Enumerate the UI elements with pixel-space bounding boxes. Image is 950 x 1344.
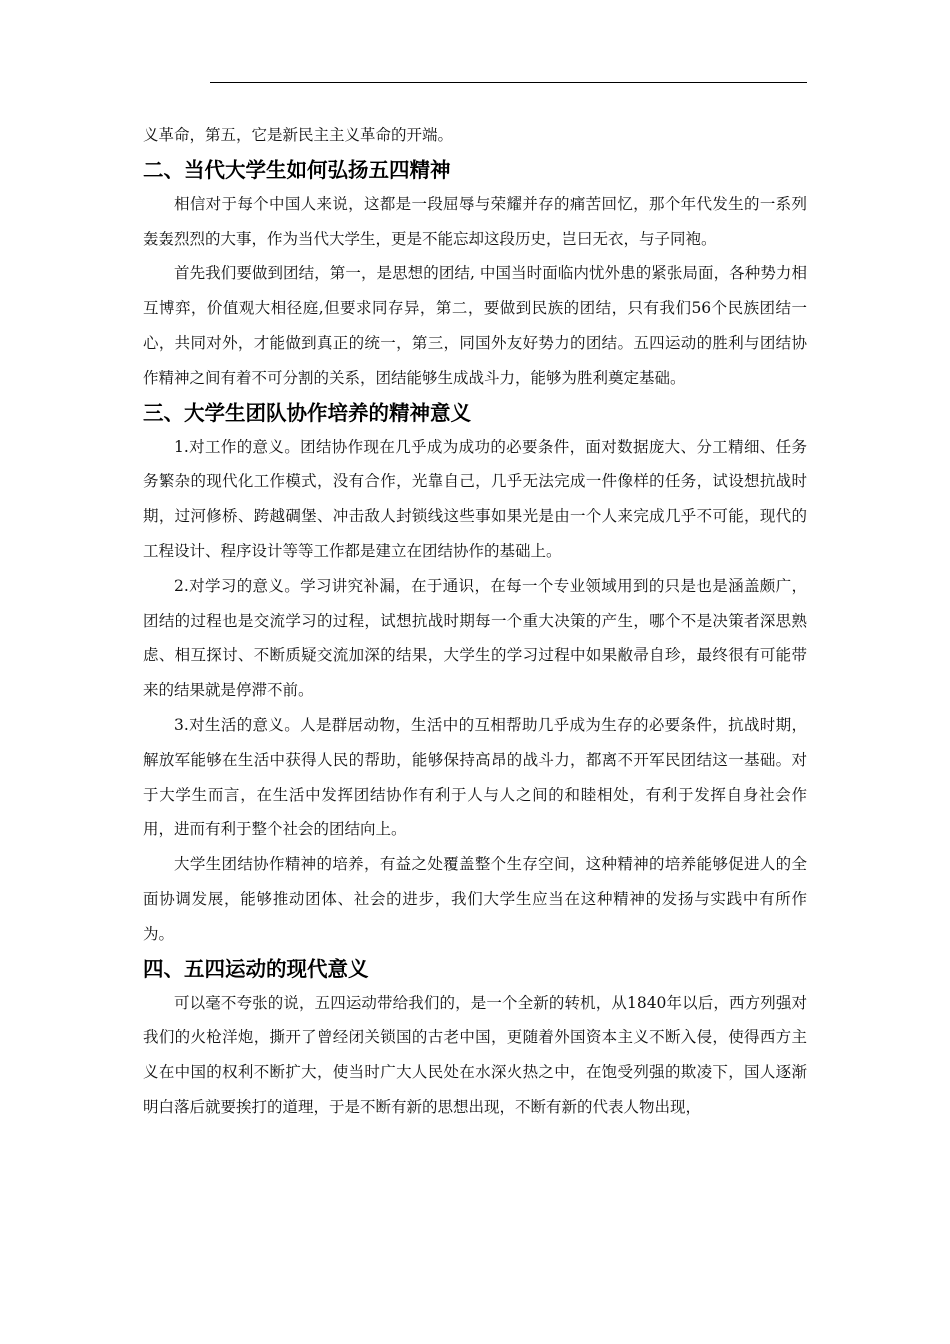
- paragraph: 1.对工作的意义。团结协作现在几乎成为成功的必要条件，面对数据庞大、分工精细、任务务繁杂的现代化工作模式，没有合作，光靠自己，几乎无法完成一件像样的任务，试设想抗战时期，过河修桥、跨越碉堡、冲击敌人封锁线这些事如果光是由一个人来完成几乎不可能，现代的工程设计、程序设计等等工作都是建立在团结协作的基础上。: [143, 437, 807, 560]
- paragraph: 可以毫不夸张的说，五四运动带给我们的，是一个全新的转机，从1840年以后，西方列强对我们的火枪洋炮，撕开了曾经闭关锁国的古老中国，更随着外国资本主义不断入侵，使得西方主义在中国的权利不断扩大，使当时广大人民处在水深火热之中，在饱受列强的欺凌下，国人逐渐明白落后就要挨打的道理，于是不断有新的思想出现，不断有新的代表人物出现，: [143, 993, 807, 1116]
- section-heading-2: 二、当代大学生如何弘扬五四精神: [143, 157, 451, 182]
- paragraph: 首先我们要做到团结，第一，是思想的团结, 中国当时面临内忧外患的紧张局面，各种势力相互博弈，价值观大相径庭,但要求同存异，第二，要做到民族的团结，只有我们56个民族团结一心，共同对外，才能做到真正的统一，第三，同国外友好势力的团结。五四运动的胜利与团结协作精神之间有着不可分割的关系，团结能够生成战斗力，能够为胜利奠定基础。: [143, 264, 807, 387]
- section-heading-3: 三、大学生团队协作培养的精神意义: [143, 400, 471, 425]
- paragraph: 3.对生活的意义。人是群居动物，生活中的互相帮助几乎成为生存的必要条件，抗战时期，解放军能够在生活中获得人民的帮助，能够保持高昂的战斗力，都离不开军民团结这一基础。对于大学生而言，在生活中发挥团结协作有利于人与人之间的和睦相处，有利于发挥自身社会作用，进而有利于整个社会的团结向上。: [143, 715, 807, 839]
- paragraph: 2.对学习的意义。学习讲究补漏，在于通识，在每一个专业领域用到的只是也是涵盖颇广，团结的过程也是交流学习的过程，试想抗战时期每一个重大决策的产生，哪个不是决策者深思熟虑、相互探讨、不断质疑交流加深的结果，大学生的学习过程中如果敝帚自珍，最终很有可能带来的结果就是停滞不前。: [143, 576, 807, 700]
- intro-tail-paragraph: 义革命，第五，它是新民主主义革命的开端。: [143, 126, 454, 144]
- paragraph: 相信对于每个中国人来说，这都是一段屈辱与荣耀并存的痛苦回忆，那个年代发生的一系列轰轰烈烈的大事，作为当代大学生，更是不能忘却这段历史，岂曰无衣，与子同袍。: [143, 194, 807, 248]
- paragraph: 大学生团结协作精神的培养，有益之处覆盖整个生存空间，这种精神的培养能够促进人的全面协调发展，能够推动团体、社会的进步，我们大学生应当在这种精神的发扬与实践中有所作为。: [143, 855, 807, 943]
- document-body: [143, 118, 807, 1125]
- header-rule: [210, 82, 807, 83]
- section-heading-4: 四、五四运动的现代意义: [143, 956, 369, 981]
